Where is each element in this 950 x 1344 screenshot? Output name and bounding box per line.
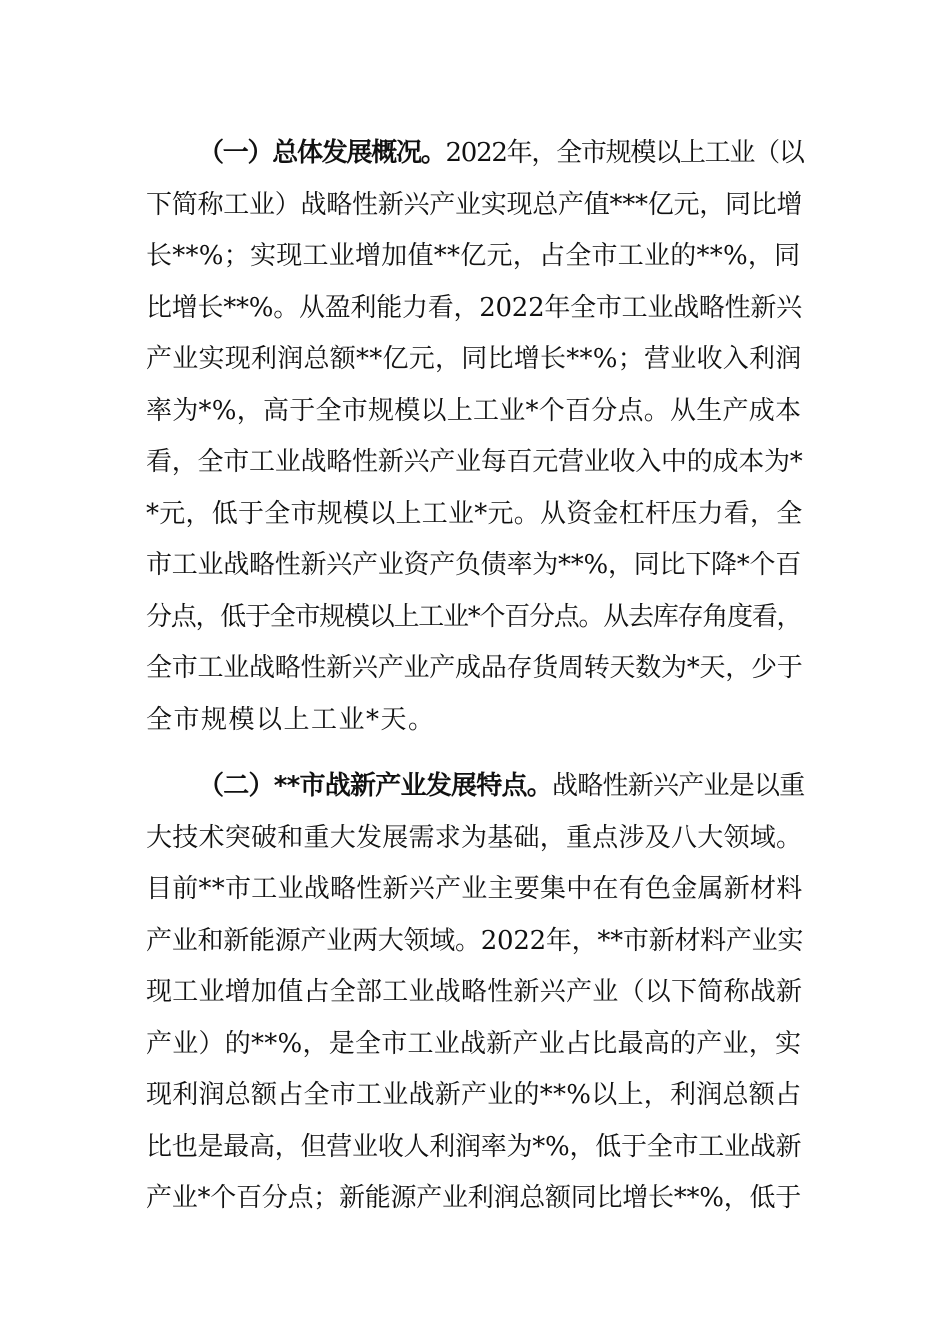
paragraph-line: 看，全市工业战略性新兴产业每百元营业收入中的成本为*: [146, 447, 803, 477]
paragraph-line: 现工业增加值占全部工业战略性新兴产业（以下简称战新: [146, 977, 803, 1007]
document-body: [146, 128, 806, 1225]
paragraph-line: 产业）的**%，是全市工业战新产业占比最高的产业，实: [146, 1028, 802, 1059]
paragraph-line: 长**%；实现工业增加值**亿元，占全市工业的**%，同: [146, 241, 801, 271]
paragraph-overview: [146, 128, 806, 746]
paragraph-line: 分点，低于全市规模以上工业*个百分点。从去库存角度看，: [146, 601, 802, 632]
paragraph-line: *元，低于全市规模以上工业*元。从资金杠杆压力看，全: [146, 498, 803, 529]
paragraph-heading: （一）总体发展概况。: [198, 138, 446, 168]
paragraph-line: 比增长**%。从盈利能力看，2022年全市工业战略性新兴: [146, 292, 802, 323]
paragraph-first-line: [146, 761, 806, 813]
paragraph-line: 市工业战略性新兴产业资产负债率为**%，同比下降*个百: [146, 550, 801, 580]
paragraph-features: [146, 761, 806, 1225]
paragraph-line: 目前**市工业战略性新兴产业主要集中在有色金属新材料: [146, 874, 803, 904]
paragraph-line: 大技术突破和重大发展需求为基础，重点涉及八大领域。: [146, 822, 803, 853]
paragraph-line: 全市工业战略性新兴产业产成品存货周转天数为*天，少于: [146, 653, 803, 683]
paragraph-line: 产业实现利润总额**亿元，同比增长**%；营业收入利润: [146, 344, 802, 374]
paragraph-line: 全市规模以上工业*天。: [146, 704, 436, 735]
paragraph-line: 产业和新能源产业两大领域。2022年，**市新材料产业实: [146, 925, 804, 956]
paragraph-heading: （二）**市战新产业发展特点。: [198, 771, 552, 801]
paragraph-line: 战略性新兴产业是以重: [551, 771, 805, 801]
paragraph-line: 2022年，全市规模以上工业（以: [445, 138, 804, 168]
paragraph-line: 比也是最高，但营业收人利润率为*%，低于全市工业战新: [146, 1131, 802, 1162]
paragraph-first-line: [146, 128, 806, 180]
paragraph-line: 现利润总额占全市工业战新产业的**%以上，利润总额占: [146, 1080, 802, 1110]
paragraph-line: 率为*%，高于全市规模以上工业*个百分点。从生产成本: [146, 395, 802, 426]
paragraph-line: 下简称工业）战略性新兴产业实现总产值***亿元，同比增: [146, 189, 803, 220]
paragraph-line: 产业*个百分点；新能源产业利润总额同比增长**%，低于: [146, 1183, 801, 1213]
